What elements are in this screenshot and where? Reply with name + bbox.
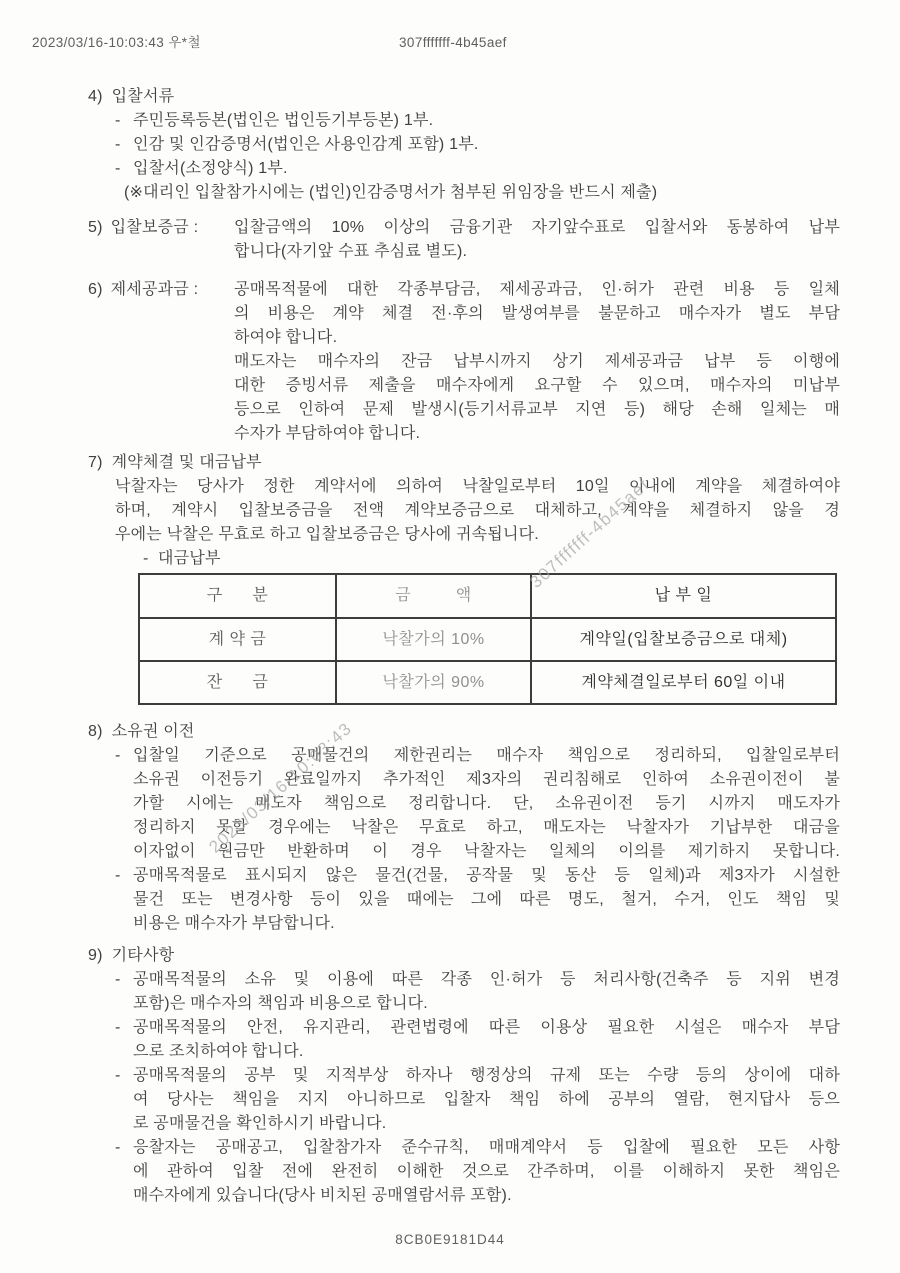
text-line: 매수자에게 있습니다(당사 비치된 공매열람서류 포함). <box>133 1187 512 1204</box>
dash-marker: - <box>115 971 121 988</box>
section-number: 4) <box>88 88 103 105</box>
table-cell: 낙찰가의 90% <box>336 661 531 704</box>
dash-marker: - <box>115 112 121 129</box>
payment-table-wrap <box>138 573 840 705</box>
section-text <box>234 216 840 264</box>
section-label: 입찰보증금 : <box>110 219 199 236</box>
section-6 <box>88 278 840 446</box>
section-label: 제세공과금 : <box>110 281 199 298</box>
table-header: 금 액 <box>336 574 531 618</box>
text-line: 수자가 부담하여야 합니다. <box>234 425 421 442</box>
sections <box>88 85 840 1208</box>
section-title: 기타사항 <box>111 947 175 964</box>
text-line: 합니다(자기앞 수표 추심료 별도). <box>234 243 468 260</box>
text-line: 포함)은 매수자의 책임과 비용으로 합니다. <box>133 995 428 1012</box>
section-number: 6) <box>88 281 103 298</box>
header-timestamp: 2023/03/16-10:03:43 우*철 <box>32 35 201 50</box>
text-line: 매도자는 매수자의 잔금 납부시까지 상기 제세공과금 납부 등 이행에 <box>234 353 840 370</box>
text-line: 정리하지 못할 경우에는 낙찰은 무효로 하고, 매도자는 낙찰자가 기납부한 대금을 <box>133 819 840 836</box>
dash-marker: - <box>115 867 121 884</box>
text-line: - 공매목적물의 소유 및 이용에 따른 각종 인·허가 등 처리사항(건축주 등 지위 변경 <box>88 968 840 992</box>
text-line: 의 비용은 계약 체결 전·후의 발생여부를 불문하고 매수자가 별도 부담 <box>234 305 840 322</box>
section-4 <box>88 85 840 205</box>
text-line: - 주민등록등본(법인은 법인등기부등본) 1부. <box>88 109 840 133</box>
table-header: 납 부 일 <box>531 574 836 618</box>
document-body <box>88 85 840 1208</box>
dash-marker: - <box>143 550 149 567</box>
text-line: - 입찰서(소정양식) 1부. <box>88 157 840 181</box>
text-line: 에 관하여 입찰 전에 완전히 이해한 것으로 간주하며, 이를 이해하지 못한 책임은 <box>133 1163 840 1180</box>
text-line: - 공매목적물의 공부 및 지적부상 하자나 행정상의 규제 또는 수량 등의 상이에 대하 <box>88 1064 840 1088</box>
text-line: 여 당사는 책임을 지지 아니하므로 입찰자 책임 하에 공부의 열람, 현지답사 등으 <box>133 1091 840 1108</box>
section-5 <box>88 216 840 264</box>
text-line: 으로 조치하여야 합니다. <box>133 1043 304 1060</box>
text-line: - 입찰일 기준으로 공매물건의 제한권리는 매수자 책임으로 정리하되, 입찰일로부터 <box>88 744 840 768</box>
section-heading <box>88 451 840 475</box>
footer-code: 8CB0E9181D44 <box>395 1232 505 1247</box>
section-7 <box>88 451 840 571</box>
section-title: 입찰서류 <box>111 88 175 105</box>
section-number: 5) <box>88 219 103 236</box>
dash-marker: - <box>115 1067 121 1084</box>
text-line: - 응찰자는 공매공고, 입찰참가자 준수규칙, 매매계약서 등 입찰에 필요한 모든 사항 <box>88 1136 840 1160</box>
section-number: 7) <box>88 454 103 471</box>
dash-marker: - <box>115 1019 121 1036</box>
text-line: - 공매목적물로 표시되지 않은 물건(건물, 공작물 및 동산 등 일체)과 제3자가 시설한 <box>88 864 840 888</box>
section-heading <box>88 278 234 446</box>
section-number: 8) <box>88 723 103 740</box>
section-heading <box>88 216 234 264</box>
section-8 <box>88 720 840 936</box>
section-title: 계약체결 및 대금납부 <box>111 454 262 471</box>
table-header-row <box>139 574 836 618</box>
text-line: 로 공매물건을 확인하시기 바랍니다. <box>133 1115 387 1132</box>
section-heading <box>88 944 840 968</box>
table-header: 구 분 <box>139 574 336 618</box>
dash-marker: - <box>115 160 121 177</box>
dash-marker: - <box>115 1139 121 1156</box>
text-line: 입찰금액의 10% 이상의 금융기관 자기앞수표로 입찰서와 동봉하여 납부 <box>234 219 840 236</box>
header-doc-id: 307fffffff-4b45aef <box>399 35 507 50</box>
table-row <box>139 661 836 704</box>
table-cell: 계약체결일로부터 60일 이내 <box>531 661 836 704</box>
watermark-doc-id: 307fffffff-4b45aef <box>526 474 654 592</box>
section-heading <box>88 85 840 109</box>
text-line: - 인감 및 인감증명서(법인은 사용인감계 포함) 1부. <box>88 133 840 157</box>
payment-table <box>138 573 837 705</box>
table-cell: 잔 금 <box>139 661 336 704</box>
text-line: 낙찰자는 당사가 정한 계약서에 의하여 낙찰일로부터 10일 이내에 계약을 체결하여야 <box>115 478 840 495</box>
text-line: 하여야 합니다. <box>234 329 338 346</box>
section-heading <box>88 720 840 744</box>
text-line: 공매목적물에 대한 각종부담금, 제세공과금, 인·허가 관련 비용 등 일체 <box>234 281 840 298</box>
text-line: 우에는 낙찰은 무효로 하고 입찰보증금은 당사에 귀속됩니다. <box>115 526 539 543</box>
table-cell: 계약일(입찰보증금으로 대체) <box>531 618 836 661</box>
text-line: 대한 증빙서류 제출을 매수자에게 요구할 수 있으며, 매수자의 미납부 <box>234 377 840 394</box>
text-line: 물건 또는 변경사항 등이 있을 때에는 그에 따른 명도, 철거, 수거, 인도 책임 및 <box>133 891 840 908</box>
text-line: 이자없이 원금만 반환하며 이 경우 낙찰자는 일체의 이의를 제기하지 못합니다. <box>133 843 840 860</box>
section-text <box>234 278 840 446</box>
section-9 <box>88 944 840 1208</box>
text-line: 가할 시에는 매도자 책임으로 정리합니다. 단, 소유권이전 등기 시까지 매도자가 <box>133 795 840 812</box>
text-line: 소유권 이전등기 완료일까지 추가적인 제3자의 권리침해로 인하여 소유권이전이 불 <box>133 771 840 788</box>
section-title: 소유권 이전 <box>111 723 195 740</box>
dash-marker: - <box>115 747 121 764</box>
dash-marker: - <box>115 136 121 153</box>
watermark-timestamp: 2023/03/16-10:03:43 <box>205 718 356 857</box>
table-cell: 낙찰가의 10% <box>336 618 531 661</box>
text-line: 하며, 계약시 입찰보증금을 전액 계약보증금으로 대체하고, 계약을 체결하지 않을 경 <box>115 502 840 519</box>
text-line: 비용은 매수자가 부담합니다. <box>133 915 335 932</box>
table-row <box>139 618 836 661</box>
text-line: (※대리인 입찰참가시에는 (법인)인감증명서가 첨부된 위임장을 반드시 제출) <box>124 184 658 201</box>
table-cell: 계 약 금 <box>139 618 336 661</box>
section-number: 9) <box>88 947 103 964</box>
text-line: 등으로 인하여 문제 발생시(등기서류교부 지연 등) 해당 손해 일체는 매 <box>234 401 840 418</box>
text-line: - 공매목적물의 안전, 유지관리, 관련법령에 따른 이용상 필요한 시설은 매수자 부담 <box>88 1016 840 1040</box>
text-line: - 대금납부 <box>88 547 840 571</box>
